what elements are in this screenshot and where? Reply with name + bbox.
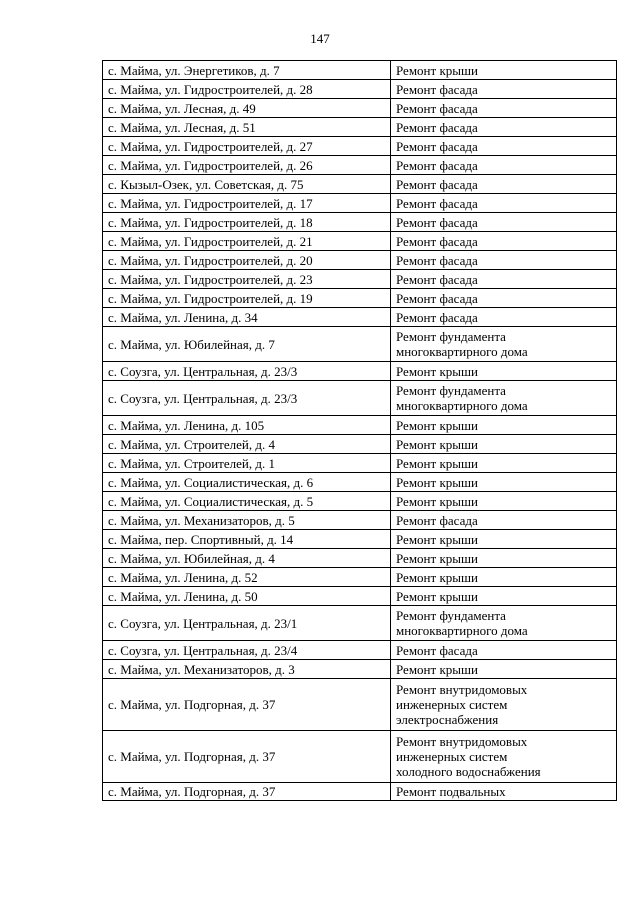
work-type-text: Ремонт крыши [396, 436, 478, 452]
work-type-text: Ремонт фасада [396, 252, 478, 268]
address-cell: с. Майма, ул. Подгорная, д. 37 [103, 731, 391, 783]
address-cell: с. Майма, ул. Гидростроителей, д. 20 [103, 251, 391, 270]
table-row [103, 194, 617, 213]
address-cell: с. Майма, ул. Гидростроителей, д. 18 [103, 213, 391, 232]
address-cell: с. Майма, ул. Гидростроителей, д. 27 [103, 137, 391, 156]
work-type-cell [391, 61, 617, 80]
address-cell: с. Майма, ул. Гидростроителей, д. 17 [103, 194, 391, 213]
address-cell: с. Майма, ул. Ленина, д. 52 [103, 568, 391, 587]
table-row [103, 679, 617, 731]
work-type-text: Ремонт внутридомовых инженерных систем электроснабжения [396, 682, 528, 727]
work-type-text: Ремонт крыши [396, 363, 478, 379]
table-row [103, 61, 617, 80]
work-type-text: Ремонт крыши [396, 493, 478, 509]
address-cell: с. Майма, ул. Гидростроителей, д. 28 [103, 80, 391, 99]
table-row [103, 492, 617, 511]
work-type-text: Ремонт внутридомовых инженерных систем холодного водоснабжения [396, 734, 541, 779]
table-row [103, 530, 617, 549]
work-type-text: Ремонт крыши [396, 62, 478, 78]
table-row [103, 587, 617, 606]
address-cell: с. Майма, ул. Подгорная, д. 37 [103, 783, 391, 801]
address-cell: с. Майма, ул. Подгорная, д. 37 [103, 679, 391, 731]
work-type-text: Ремонт фасада [396, 214, 478, 230]
work-type-cell [391, 80, 617, 99]
work-type-cell [391, 381, 617, 416]
table-row [103, 473, 617, 492]
table-row [103, 511, 617, 530]
work-type-cell [391, 473, 617, 492]
table-row [103, 416, 617, 435]
table-row [103, 99, 617, 118]
table-row [103, 783, 617, 801]
table-row [103, 435, 617, 454]
table-row [103, 308, 617, 327]
work-type-cell [391, 660, 617, 679]
table-row [103, 641, 617, 660]
table-row [103, 568, 617, 587]
work-type-text: Ремонт крыши [396, 455, 478, 471]
work-type-text: Ремонт крыши [396, 474, 478, 490]
work-type-cell [391, 118, 617, 137]
table-row [103, 118, 617, 137]
address-cell: с. Майма, пер. Спортивный, д. 14 [103, 530, 391, 549]
work-type-text: Ремонт фасада [396, 195, 478, 211]
work-type-cell [391, 731, 617, 783]
address-cell: с. Кызыл-Озек, ул. Советская, д. 75 [103, 175, 391, 194]
work-type-text: Ремонт фасада [396, 512, 478, 528]
address-cell: с. Майма, ул. Социалистическая, д. 5 [103, 492, 391, 511]
address-cell: с. Соузга, ул. Центральная, д. 23/4 [103, 641, 391, 660]
address-cell: с. Майма, ул. Ленина, д. 34 [103, 308, 391, 327]
page-number: 147 [310, 31, 330, 46]
works-table-body [103, 61, 617, 801]
table-row [103, 251, 617, 270]
address-cell: с. Майма, ул. Гидростроителей, д. 19 [103, 289, 391, 308]
works-table [102, 60, 617, 801]
work-type-text: Ремонт фасада [396, 100, 478, 116]
table-row [103, 232, 617, 251]
work-type-cell [391, 289, 617, 308]
work-type-cell [391, 175, 617, 194]
table-row [103, 156, 617, 175]
work-type-cell [391, 511, 617, 530]
work-type-cell [391, 194, 617, 213]
work-type-cell [391, 156, 617, 175]
work-type-text: Ремонт фасада [396, 138, 478, 154]
address-cell: с. Майма, ул. Гидростроителей, д. 26 [103, 156, 391, 175]
address-cell: с. Майма, ул. Энергетиков, д. 7 [103, 61, 391, 80]
work-type-cell [391, 641, 617, 660]
table-row [103, 549, 617, 568]
work-type-text: Ремонт фасада [396, 157, 478, 173]
table-row [103, 213, 617, 232]
work-type-text: Ремонт фасада [396, 290, 478, 306]
address-cell: с. Майма, ул. Ленина, д. 105 [103, 416, 391, 435]
table-row [103, 289, 617, 308]
work-type-cell [391, 530, 617, 549]
work-type-text: Ремонт крыши [396, 531, 478, 547]
work-type-cell [391, 568, 617, 587]
address-cell: с. Майма, ул. Ленина, д. 50 [103, 587, 391, 606]
table-row [103, 660, 617, 679]
work-type-text: Ремонт крыши [396, 550, 478, 566]
work-type-cell [391, 454, 617, 473]
work-type-text: Ремонт фасада [396, 233, 478, 249]
table-row [103, 327, 617, 362]
work-type-cell [391, 137, 617, 156]
work-type-text: Ремонт фасада [396, 642, 478, 658]
work-type-cell [391, 99, 617, 118]
table-row [103, 175, 617, 194]
work-type-cell [391, 232, 617, 251]
work-type-cell [391, 606, 617, 641]
work-type-text: Ремонт фасада [396, 271, 478, 287]
address-cell: с. Соузга, ул. Центральная, д. 23/3 [103, 362, 391, 381]
work-type-cell [391, 270, 617, 289]
work-type-text: Ремонт фундамента многоквартирного дома [396, 329, 528, 359]
address-cell: с. Майма, ул. Механизаторов, д. 3 [103, 660, 391, 679]
address-cell: с. Майма, ул. Лесная, д. 49 [103, 99, 391, 118]
work-type-cell [391, 679, 617, 731]
work-type-text: Ремонт крыши [396, 661, 478, 677]
table-row [103, 80, 617, 99]
work-type-text: Ремонт фасада [396, 176, 478, 192]
work-type-text: Ремонт крыши [396, 569, 478, 585]
address-cell: с. Майма, ул. Юбилейная, д. 7 [103, 327, 391, 362]
work-type-cell [391, 327, 617, 362]
work-type-cell [391, 308, 617, 327]
work-type-cell [391, 435, 617, 454]
work-type-text: Ремонт фундамента многоквартирного дома [396, 608, 528, 638]
table-row [103, 731, 617, 783]
table-row [103, 454, 617, 473]
table-row [103, 137, 617, 156]
work-type-text: Ремонт крыши [396, 417, 478, 433]
address-cell: с. Майма, ул. Гидростроителей, д. 23 [103, 270, 391, 289]
work-type-cell [391, 251, 617, 270]
table-row [103, 270, 617, 289]
address-cell: с. Соузга, ул. Центральная, д. 23/1 [103, 606, 391, 641]
address-cell: с. Майма, ул. Социалистическая, д. 6 [103, 473, 391, 492]
work-type-cell [391, 587, 617, 606]
work-type-cell [391, 783, 617, 801]
work-type-cell [391, 492, 617, 511]
work-type-text: Ремонт фасада [396, 309, 478, 325]
table-row [103, 381, 617, 416]
address-cell: с. Соузга, ул. Центральная, д. 23/3 [103, 381, 391, 416]
table-row [103, 362, 617, 381]
work-type-text: Ремонт фундамента многоквартирного дома [396, 383, 528, 413]
address-cell: с. Майма, ул. Юбилейная, д. 4 [103, 549, 391, 568]
work-type-cell [391, 416, 617, 435]
address-cell: с. Майма, ул. Лесная, д. 51 [103, 118, 391, 137]
work-type-cell [391, 213, 617, 232]
address-cell: с. Майма, ул. Гидростроителей, д. 21 [103, 232, 391, 251]
work-type-cell [391, 549, 617, 568]
work-type-text: Ремонт крыши [396, 588, 478, 604]
work-type-text: Ремонт фасада [396, 119, 478, 135]
work-type-text: Ремонт подвальных [396, 784, 506, 799]
work-type-text: Ремонт фасада [396, 81, 478, 97]
address-cell: с. Майма, ул. Механизаторов, д. 5 [103, 511, 391, 530]
work-type-cell [391, 362, 617, 381]
table-row [103, 606, 617, 641]
address-cell: с. Майма, ул. Строителей, д. 4 [103, 435, 391, 454]
address-cell: с. Майма, ул. Строителей, д. 1 [103, 454, 391, 473]
